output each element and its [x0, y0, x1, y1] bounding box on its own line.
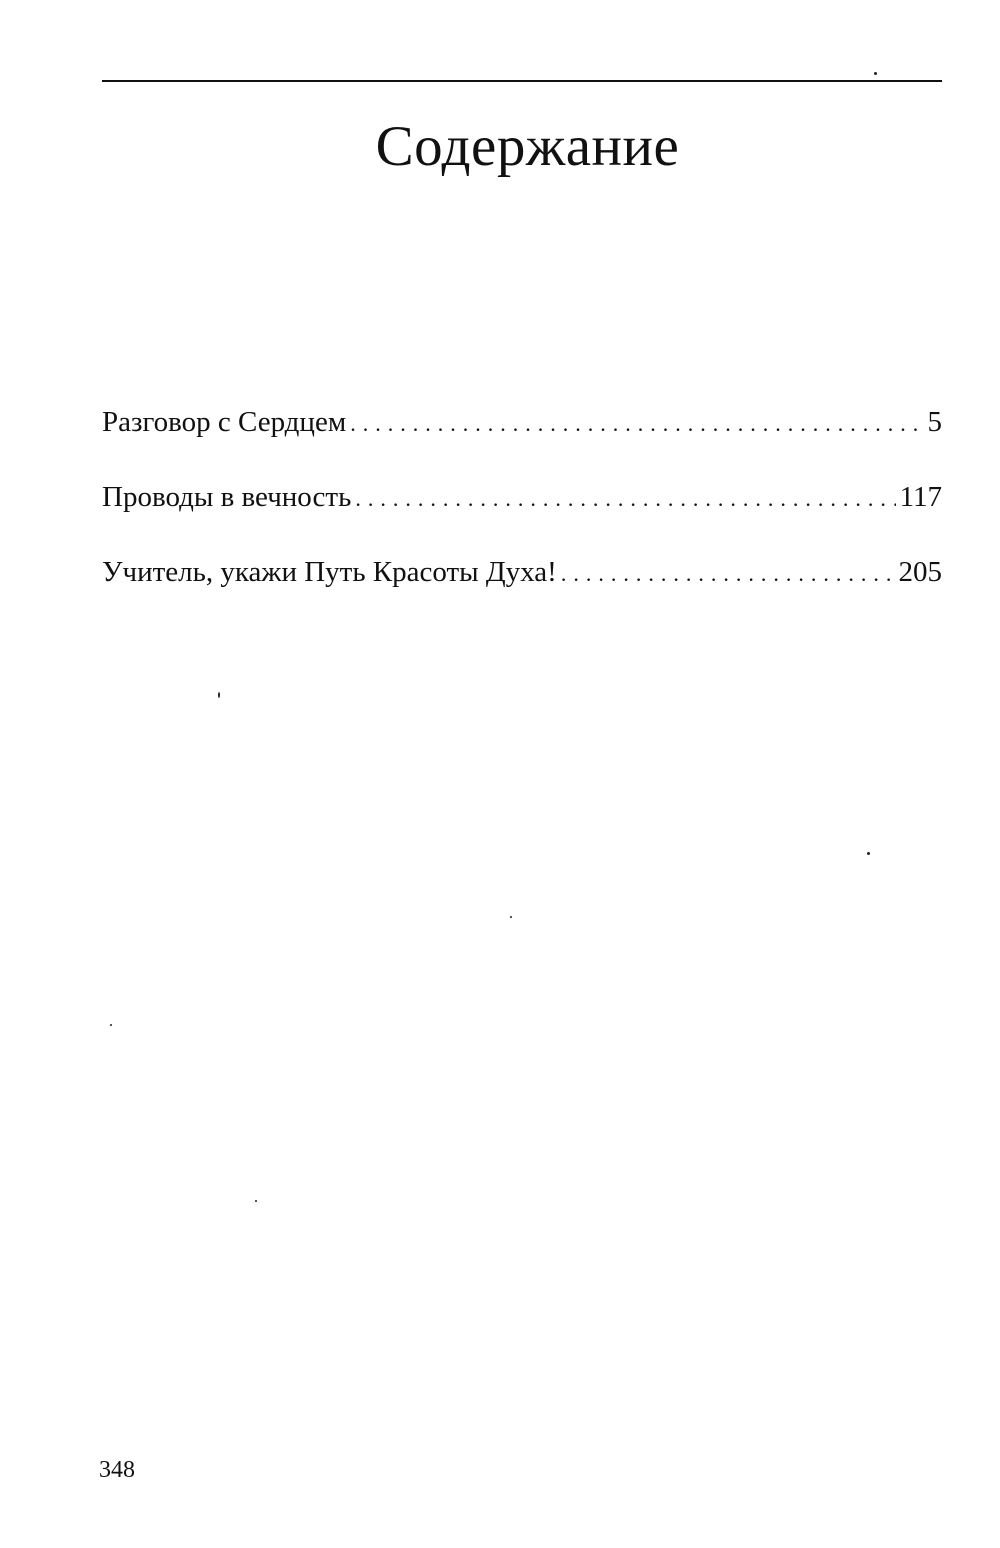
- scan-speck: [218, 692, 220, 698]
- toc-dot-leader: [355, 479, 895, 519]
- toc-entry-title: Проводы в вечность: [102, 481, 352, 513]
- scan-speck: [255, 1200, 257, 1202]
- page-title: Содержание: [375, 115, 680, 178]
- toc-entry[interactable]: [102, 552, 942, 627]
- page-number: 348: [99, 1457, 135, 1483]
- toc-entry[interactable]: [102, 402, 942, 477]
- toc-entry-page: 117: [899, 481, 942, 513]
- scan-speck: [867, 852, 870, 855]
- toc-entry-page: 5: [927, 406, 942, 438]
- toc-dot-leader: [350, 404, 923, 444]
- toc-entry-title: Учитель, укажи Путь Красоты Духа!: [102, 556, 557, 588]
- toc-dot-leader: [561, 554, 895, 594]
- scan-speck: [874, 72, 877, 75]
- toc-entry-page: 205: [898, 556, 942, 588]
- toc-entry-title: Разговор с Сердцем: [102, 406, 347, 438]
- header-rule: [102, 80, 942, 82]
- table-of-contents: [102, 402, 942, 627]
- toc-entry[interactable]: [102, 477, 942, 552]
- scan-speck: [510, 916, 512, 918]
- scan-speck: [110, 1024, 112, 1026]
